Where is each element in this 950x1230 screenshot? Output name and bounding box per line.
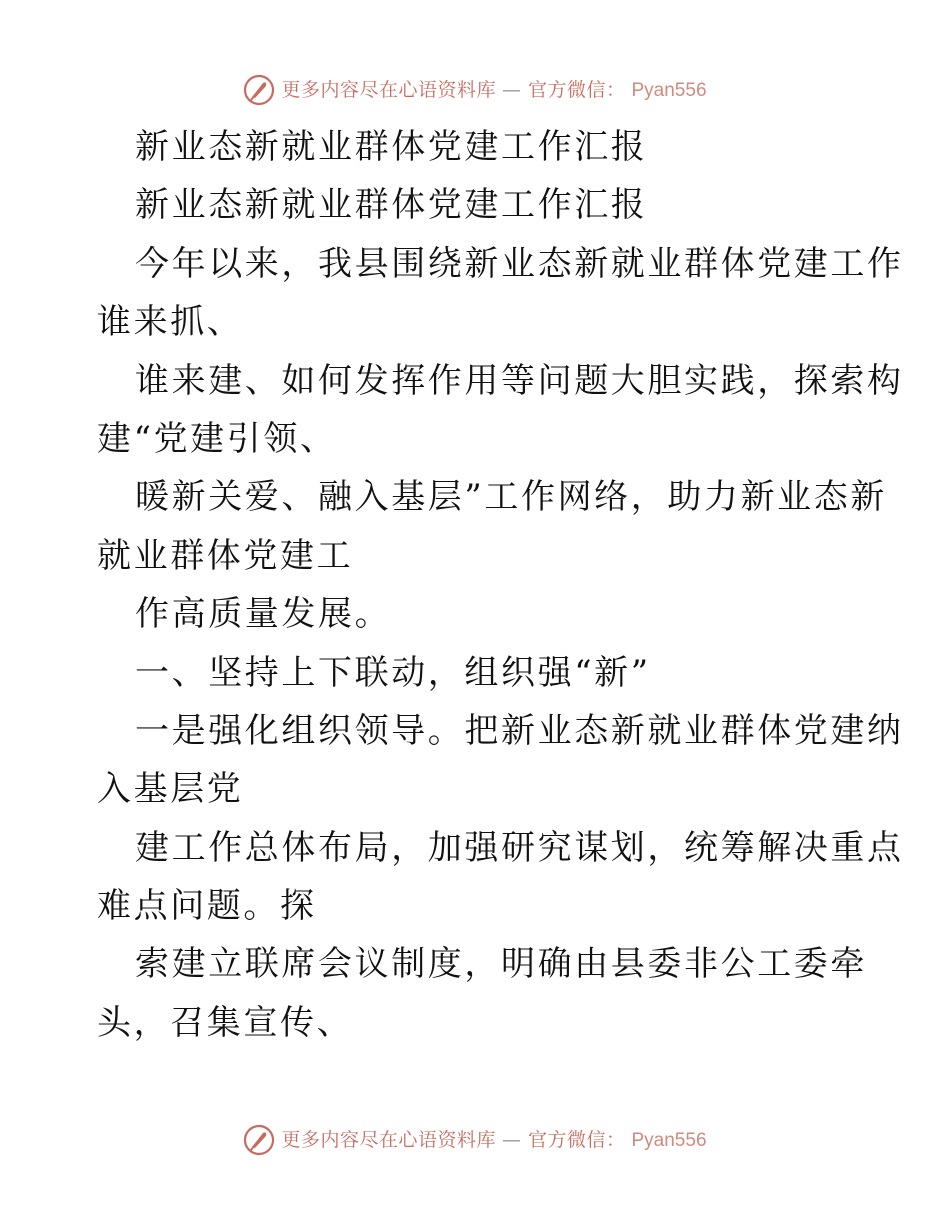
text-line: 建“党建引领、	[97, 418, 337, 459]
watermark-site-name: 更多内容尽在心语资料库	[281, 78, 496, 101]
watermark-wechat-id: Pyan556	[631, 79, 707, 101]
watermark-site-name: 更多内容尽在心语资料库	[281, 1128, 496, 1151]
text-line: 一、坚持上下联动，组织强“新”	[135, 652, 651, 693]
text-line: 难点问题。探	[97, 886, 317, 927]
text-line: 谁来建、如何发挥作用等问题大胆实践，探索构	[135, 360, 904, 401]
text-line: 入基层党	[97, 769, 244, 810]
document-body	[97, 118, 904, 1052]
text-line: 一是强化组织领导。把新业态新就业群体党建纳	[135, 710, 904, 751]
text-line: 暖新关爱、融入基层”工作网络，助力新业态新	[135, 477, 887, 518]
text-line: 建工作总体布局，加强研究谋划，统筹解决重点	[135, 827, 904, 868]
feather-pen-logo-icon	[243, 74, 275, 106]
text-line: 谁来抓、	[97, 302, 244, 343]
text-line: 今年以来，我县围绕新业态新就业群体党建工作	[135, 243, 904, 284]
watermark-wechat-label: 官方微信：	[527, 1128, 626, 1151]
text-line: 新业态新就业群体党建工作汇报	[135, 127, 648, 167]
watermark-separator: —	[501, 78, 522, 101]
feather-pen-logo-icon	[243, 1124, 275, 1156]
text-line: 头，召集宣传、	[97, 1002, 354, 1043]
text-line: 索建立联席会议制度，明确由县委非公工委牵	[135, 944, 867, 985]
watermark-wechat-label: 官方微信：	[527, 78, 626, 101]
watermark-wechat-id: Pyan556	[631, 1129, 707, 1151]
watermark-footer	[0, 1124, 950, 1156]
text-line: 就业群体党建工	[97, 535, 354, 576]
text-line: 作高质量发展。	[135, 594, 392, 635]
text-line: 新业态新就业群体党建工作汇报	[135, 185, 648, 226]
watermark-separator: —	[501, 1128, 522, 1151]
watermark-header	[0, 74, 950, 106]
